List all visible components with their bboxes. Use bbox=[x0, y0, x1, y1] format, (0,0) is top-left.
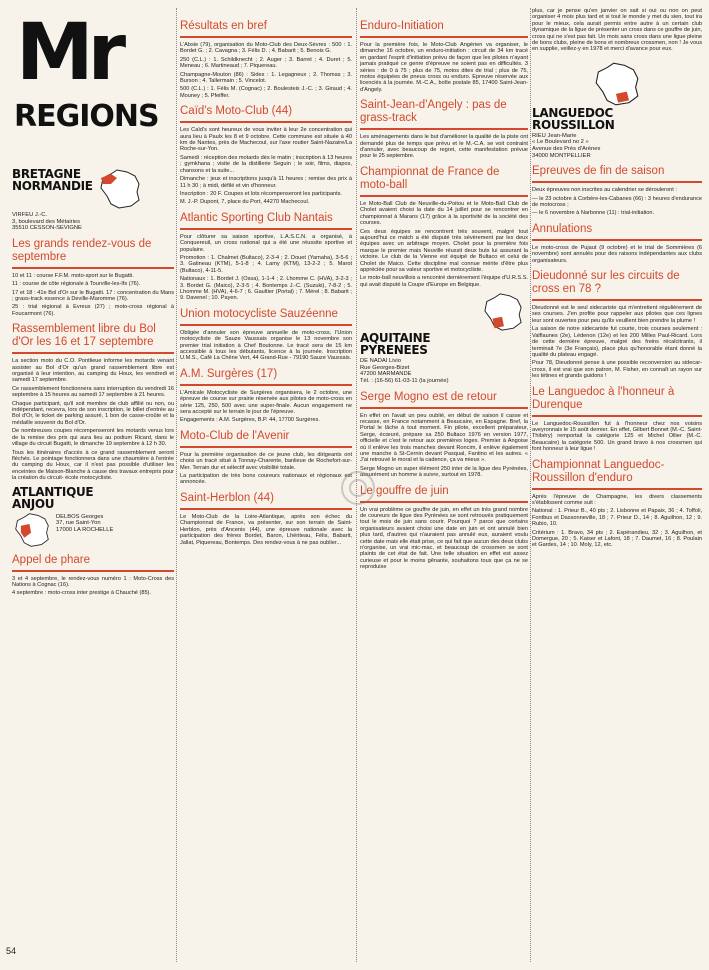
region-header-aquitaine bbox=[360, 332, 528, 356]
article-title: Les grands rendez-vous de septembre bbox=[12, 237, 152, 263]
region-address: RIEU Jean-Marie « Le Boulevard no 2 » Avenue des Près d'Arènes 34000 MONTPELLIER bbox=[532, 132, 601, 159]
region-header-languedoc bbox=[532, 107, 702, 131]
region-name: NORMANDIE bbox=[12, 179, 93, 193]
region-name: ATLANTIQUE bbox=[12, 484, 94, 499]
column-1: Mr REGIONS BRETAGNE NORMANDIE VIRFEU J.-C. 3, boulevard des Métairies 35510 CESSON-SEVIGNE Les grands rendez-vous de septembre 10 et 11 : course F.F.M. moto-sport sur le Bugatti. 11 : course de côte régionale à Tourville-les-Ifs (76). 17 et 18 : 41e Bol d'Or sur le Bugatti. 17 : concentration du Mans ; grass-track essence à Deville-Maromme (76). 25 : trial régional à Evreux (27) ; moto-cross régional à Foucarmont (76). Rassemblement libre du Bol d'Or les 16 et 17 septembre La section moto du C.O. Pontlieue informe les motards venant assister au Bol d'Or qu'un grand rassemblement libre est organisé à leur intention, au camping du Houx, les vendredi et samedi 17 septembre. Ce rassemblement fonctionnera sans interruption du vendredi 16 septembre à 15 heures au samedi 17 septembre à 21 heures. Chaque participant, qu'il soit membre de club affilié ou non, ou indépendant, recevra, lors de son inscription, le billet d'entrée au Bol d'Or, le ticket de parking assuré, 1 bon de casse-croûte et la médaille souvenir du Bol d'Or. De nombreuses coupes récompenseront les motards venus lors de la remise des prix qui aura lieu au podium Ricard, dans le village du circuit Bugatti, le dimanche 19 septembre à 12 h 30. Tous les itinéraires d'accès à ce grand rassemblement seront fléchés. Le pointage fonctionnera dans une chaumière à l'entrée du camping du Houx, car il n'est pas possible d'utiliser les enceintes de Maison-Blanche à cause des travaux entrepris pour la création du circuit- école motocycliste. ATLANTIQUE ANJOU DELBOS Georges 37, rue Saint-Yon 17000 LA ROCHELLE Appel de phare 3 et 4 septembre, le rendez-vous numéro 1 : Moto-Cross des Nations à Cognac (16). 4 septembre : moto-cross inter prestige à Chauché (85). bbox=[12, 14, 174, 597]
article-title: Championnat Languedoc-Roussillon d'enduro bbox=[532, 458, 665, 484]
region-name: ANJOU bbox=[12, 496, 55, 511]
article-title: Résultats en bref bbox=[180, 20, 267, 32]
france-map-icon bbox=[478, 292, 528, 332]
region-name: ROUSSILLON bbox=[532, 117, 615, 132]
article-title: Epreuves de fin de saison bbox=[532, 165, 665, 178]
page-number: 54 bbox=[6, 946, 17, 956]
region-name: LANGUEDOC bbox=[532, 105, 614, 120]
mr-logo: Mr bbox=[16, 14, 121, 98]
region-address: DELBOS Georges 37, rue Saint-Yon 17000 LA ROCHELLE bbox=[56, 513, 114, 533]
article-title: Saint-Jean-d'Angely : pas de grass-track bbox=[360, 99, 507, 125]
region-address: VIRFEU J.-C. 3, boulevard des Métairies 35510 CESSON-SEVIGNE bbox=[12, 212, 82, 232]
article-title: Rassemblement libre du Bol d'Or les 16 et 17 septembre bbox=[12, 323, 156, 349]
header-logo bbox=[12, 14, 174, 164]
column-divider bbox=[530, 8, 531, 962]
article-title: Appel de phare bbox=[12, 553, 91, 566]
article-title: Moto-Club de l'Avenir bbox=[180, 429, 290, 442]
article-title: Le gouffre de juin bbox=[360, 484, 449, 497]
article-title: Caïd's Moto-Club (44) bbox=[180, 105, 293, 118]
column-3: Enduro-Initiation Pour la première fois, le Moto-Club Angérien va organiser, le dimanche 16 octobre, un enduro-initiation : circuit de 34 km tracé en gardant l'esprit d'initiation prévu de façon que les pilotes n'ayant jamais pratiqué ce genre d'épreuve ne soient pas en difficultés. 3 séries : de 0 à 75 ; plus de 75, motos dites de trial ; plus de 75, motos équipées de pneus cross ou enduro. Epreuve réservée aux licenciés à la journée. M.-C.A., boîte postale 85, 17400 Saint-Jean-d'Angely. Saint-Jean-d'Angely : pas de grass-track Les aménagements dans le but d'améliorer la qualité de la piste ont demandé plus de temps que prévu et le M.-C.A. se voit contraint d'annuler, avec beaucoup de regret, cette manifestation prévue pour le 25 septembre. Championnat de France de moto-ball Le Moto-Ball Club de Neuville-du-Poitou et le Moto-Ball Club de Cholet avaient choisi la date du 14 juillet pour se rencontrer en championnat à Marans (17) grâce à la sportivité de la société des courses. Ces deux équipes se rencontrent très souvent, malgré tout aujourd'hui ce match a été disputé très sévèrement par les deux équipes avec un arbitrage moyen. Cholet pour la première fois marque le premier mais Neuville réussit deux buts lui assurant la victoire. Le club de la Vienne est équipé de Bultaco et celui de Cholet de Maico. Cette discipline mal connue mérite d'être plus appréciée pour sa valeur sportive et motocycliste. Le moto-ball neuvillois a rencontré dernièrement l'équipe d'U.R.S.S. qui avait disputé la Coupe d'Europe en Belgique. AQUITAINE PYRENEES DE NADAI Livio Rue Georges-Bizet 47200 MARMANDE Tél. : (16-56) 61-03-11 (la journée) Serge Mogno est de retour En effet on l'avait un peu oublié, en début de saison il casse et recasse, en France notamment à Beaucaire, en Espagne. Bref, la Portal le lâche à tout moment. Fin pilote, excellent préparateur, Serge, écœuré, prépare sa 250 Bultaco 1976 en version 1977, officielle et c'est le retour aux premières loges. Premier à Angoise où il enlève les trois manches devant Roncim, il enlève également une manche à St-Cernin devant Pasqual, Fantino et les autres. « J'ai retrouvé le moral et la cadence, ça va mieux ». Serge Mogno un super élément 250 inter de la ligue des Pyrénées, assurément un homme à suivre, surtout en 1978. Le gouffre de juin Un vrai problème ce gouffre de juin, en effet un très grand nombre de coureurs de ligue des Pyrénées se sont retrouvés pratiquement tout le mois de juin sans courir. Pourquoi ? parce que certains organisateurs avaient choisi une date en juin et ont annulé bien plus tard, d'autres qui n'auraient pas annulé eux, auraient voulu cette date mais elle était prise, ce qui fait que aucun des deux clubs n'organise, un vrai mic-mac, et beaucoup de crossmen se sont plaints de cet état de fait. Une telle situation en effet est assez curieuse et pour le moins gênante, souhaitons tous que ça ne se reproduise bbox=[360, 20, 528, 571]
article-title: Enduro-Initiation bbox=[360, 20, 444, 32]
region-address: DE NADAI Livio Rue Georges-Bizet 47200 MARMANDE Tél. : (16-56) 61-03-11 (la journée) bbox=[360, 358, 449, 384]
article-title: Annulations bbox=[532, 222, 593, 235]
column-divider bbox=[176, 8, 177, 962]
page-title: REGIONS bbox=[14, 99, 159, 134]
title-rule bbox=[12, 267, 174, 269]
region-header-bretagne bbox=[12, 168, 174, 210]
article-title: Le Languedoc à l'honneur à Durenque bbox=[532, 385, 675, 411]
watermark-logo-icon bbox=[335, 468, 381, 508]
article-title: Union motocycliste Sauzéenne bbox=[180, 307, 338, 320]
article-title: A.M. Surgères (17) bbox=[180, 367, 278, 380]
article-title: Dieudonné sur les circuits de cross en 78 ? bbox=[532, 270, 680, 296]
france-map-icon bbox=[12, 512, 52, 548]
france-map-icon bbox=[97, 168, 143, 210]
region-header-atlantique bbox=[12, 486, 174, 510]
region-name: AQUITAINE bbox=[360, 331, 431, 346]
column-2: Résultats en bref L'Absie (79), organisation du Moto-Club des Deux-Sèvres : 500 : 1. Bordet G. ; 2. Cavagna ; 3. Félis D. ; 4. Babarit ; 5. Benois G. 250 (C.L.) : 1. Schildknecht ; 2. Auger ; 3. Barret ; 4. Duret ; 5. Meneau ; 6. Martineaud ; 7. Piquereau. Champagne-Mouton (86) : Sides : 1. Legagneux ; 2. Thomas ; 3. Burson ; 4. Tallermain ; 5. Vincelot. 500 (C.L.) : 1. Félis M. (Cognac) ; 2. Boulesteix J.-C. ; 3. Giraud ; 4. Mouney ; 5. Pfeiffer. Caïd's Moto-Club (44) Les Caïd's sont heureux de vous inviter à leur 2e concentration qui aura lieu à Paulx les 8 et 9 octobre. Cette commune est située à 40 km de Nantes, près de Machecoul, sur l'axe routier Saint-Nazaire/La Roche-sur-Yon. Samedi : réception des motards dès le matin ; inscription à 13 heures ; gymkhana ; visite de la distillerie Seguin ; le soir, films, diapos, chansons et la suite... Dimanche : jeux et inscriptions jusqu'à 11 heures ; remise des prix à 11 h 30 ; à midi, défilé et vin d'honneur. Inscription : 20 F. Coupes et lots récompenseront les participants. M. J.-P. Dupont, 7, place du Port, 44270 Machecoul. Atlantic Sporting Club Nantais Pour clôturer sa saison sportive, L.A.S.C.N. a organisé, à Conquereuil, un cross national qui a été une réussite sportive et populaire. Promotion : 1. Chalmet (Bultaco), 2-3-4 ; 2. Douet (Yamaha), 3-5-6 ; 3. Gatineau (KTM), 5-1-8 ; 4. Lamy (KTM), 13-2-2 ; 5. Marot (Bultaco), 4-11-5. Nationaux : 1. Bordet J. (Ossa), 1-1-4 ; 2. Lhomme C. (HVA), 3-2-3 ; 3. Bordet G. (Maico), 2-3-5 ; 4. Bontemps J.-C. (Suzuki), 7-8-2 ; 5. Lhomme M. (HVA), 4-6-7 ; 6. Gaultier (Portal) ; 7. Mérel ; 8. Babarit ; 9. Davenel ; 10. Payen. Union motocycliste Sauzéenne Obligée d'annuler son épreuve annuelle de moto-cross, l'Union motocycliste de Sauze Vaussais organise le 13 novembre son premier trial initiation à Chef Boutonne. Le tracé sera de 15 km accessible à tous les débutants, licence à la journée. Inscription U.M.S., Café La Chêne Vert, 44 Grand-Rue - 79190 Sauze Vaussais. A.M. Surgères (17) L'Amicale Motocycliste de Surgères organisera, le 2 octobre, une épreuve de course sur prairie réservée aux pilotes de moto-cross en série 125, 250, 500 avec une super-finale. Aucun engagement ne sera accepté sur le terrain le jour de l'épreuve. Engagements : A.M. Surgères, B.P. 44, 17700 Surgères. Moto-Club de l'Avenir Pour la première organisation de ce jeune club, les dirigeants ont choisi un tracé situé à Tonnay-Charente, banlieue de Rochefort-sur-Mer. Terrain dur et sélectif avec visibilité totale. La participation de très bons coureurs nationaux et régionaux est annoncée. Saint-Herblon (44) Le Moto-Club de la Loire-Atlantique, après son échec du Championnat de France, va présenter, sur son terrain de Saint-Herblon, près d'Ancenis (44), une épreuve nationale avec la participation des frères Bordet, Baron, Lhériteau, Félis, Babarit, Jallat, Piquereau, Bontemps. Des rendez-vous à ne pas oublier... bbox=[180, 20, 352, 546]
article-title: Saint-Herblon (44) bbox=[180, 491, 274, 504]
region-name: BRETAGNE bbox=[12, 167, 81, 181]
article-title: Championnat de France de moto-ball bbox=[360, 165, 500, 191]
article-title: Atlantic Sporting Club Nantais bbox=[180, 211, 333, 224]
region-name: PYRENEES bbox=[360, 343, 428, 358]
france-map-icon bbox=[589, 61, 645, 107]
article-title: Serge Mogno est de retour bbox=[360, 390, 497, 403]
column-4: plus, car je pense qu'en janvier on sait si oui ou non on peut organiser 4 mois plus tard et si tout le monde y met du sien, tout ira pour le mieux, cela aurait permis entre autre à un certain club dynamique de la ligue de présenter un cross dans ce gouffre de juin, cross qui ne s'est pas fait. Un mois sans cross dans une ligue pleine de bons clubs, pleine de bons et nombreux crossmen, non ! Je vous en supplie, veillez-y en 1978 et merci d'avance pour eux. LANGUEDOC ROUSSILLON RIEU Jean-Marie « Le Boulevard no 2 » Avenue des Près d'Arènes 34000 MONTPELLIER Epreuves de fin de saison Deux épreuves non inscrites au calendrier se dérouleront : — le 23 octobre à Corbère-les-Cabanes (66) : 3 heures d'endurance de motocross ; — le 6 novembre à Narbonne (11) : trial-initiation. Annulations Le moto-cross de Pujaut (9 octobre) et le trial de Sommières (6 novembre) sont annulés pour des raisons indépendantes aux clubs organisateurs. Dieudonné sur les circuits de cross en 78 ? Dieudonné est le seul sidecariste qui m'entretient régulièrement de ses courses. J'en profite pour rappeler aux pilotes que ces lignes leur sont ouvertes pour peu qu'ils veuillent bien prendre la plume ! La saison de notre sidecariste fut courte, trois courses seulement : Valflaunes (2e), Lédenon (12e) et les 200 Milles Paul-Ricard. Lors de cette dernière épreuve, malgré des freins récalcitrants, il terminait 7e (3e Français), place plus qu'honorable étant donné la qualité du plateau engagé. Pour 78, Dieudonné pense à une possible reconversion au sidecar-cross, il est vrai que son patron, M. Fisher, en connaît un rayon sur les tétines et grands guidons ! Le Languedoc à l'honneur à Durenque Le Languedoc-Roussillon fut à l'honneur chez nos voisins aveyronnais le 15 août dernier. En effet, Gilbert Bonnet (M.-C. Saint-Thibéry) remportait la catégorie 125 et Michel Ollier (M.-C. Beaucaire) la catégorie 500. Un grand bravo à nos crossmen qui font honneur à leur ligue ! Championnat Languedoc-Roussillon d'enduro Après l'épreuve de Champagne, les divers classements s'établissent comme suit : National : 1. Prieur B., 40 pts ; 2. Lisbonne et Papaix, 36 ; 4. Toffoli, Fontbus et Dassonneville, 18 ; 7. Prieur D., 14 ; 8. Aguilhon, 12 ; 9. Rubio, 10. Critérium : 1. Bravo, 34 pts ; 2. Espérandieu, 32 ; 3. Aguilhon, et Domergue, 20 ; 5. Kaiser et Lafont, 18 ; 7. Daumet, 16 ; 8. Poulain et Gardes, 14 ; 10. Moly, 12, etc. bbox=[532, 8, 702, 549]
